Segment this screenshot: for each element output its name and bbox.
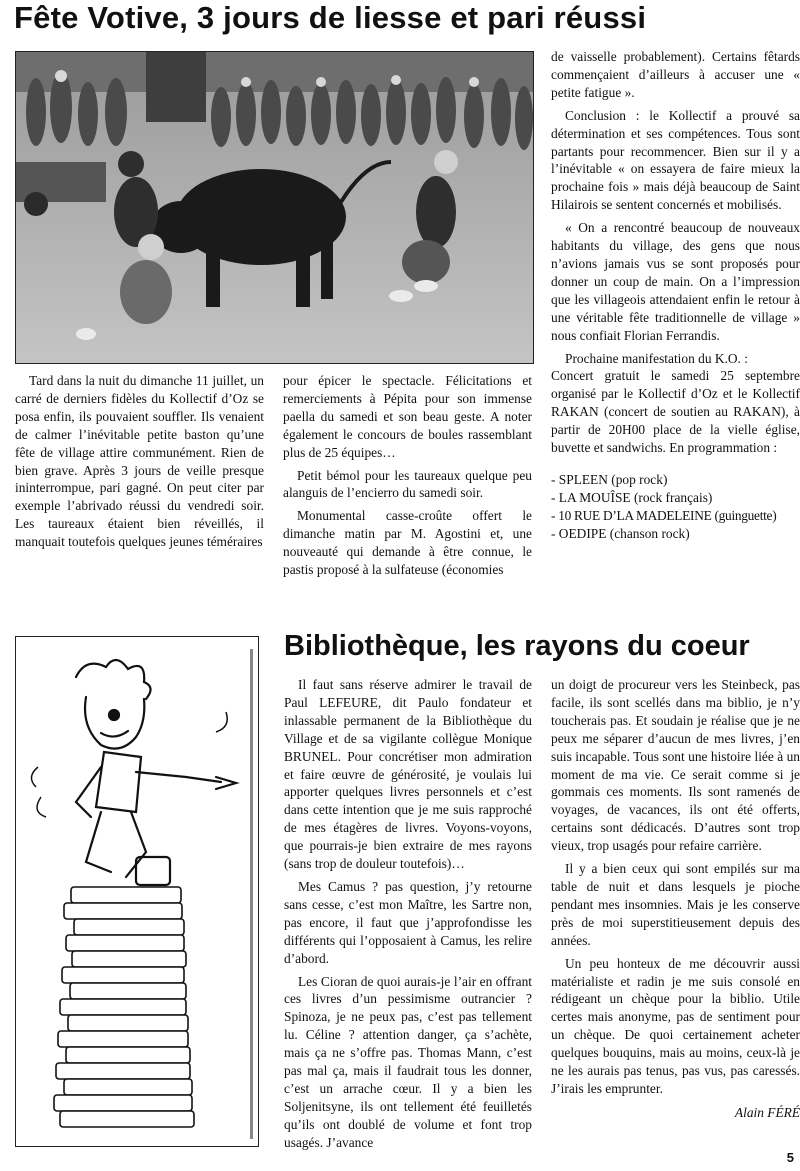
article-title-bibliotheque: Bibliothèque, les rayons du coeur [284, 630, 750, 662]
article1-paragraph: Tard dans la nuit du dimanche 11 juillet, un carré de derniers fidèles du Kollectif d’Oz se posa enfin, ils pouvaient souffler. Ils venaient de calmer l’inévitable petite baston qu’une fête de village attire communément. Rien de bien grave. Après 3 jours de veille presque ininterrompue, pari gagné. On peut citer par exemple l’abrivado réussi du vendredi soir. Les taureaux étaient bien réveillés, il manquait toutefois quelques jeunes téméraires [15, 373, 264, 550]
article2-paragraph: Il y a bien ceux qui sont empilés sur ma table de nuit et dans lesquels je pioche pendant mes insomnies. Mais je les conserve près de moi superstitieusement depuis des années. [551, 861, 800, 948]
article1-paragraph: de vaisselle probablement). Certains fêtards commençaient d’ailleurs à accuser une « petite fatigue ». [551, 49, 800, 100]
article1-column-2 [283, 372, 532, 584]
article-title-fete-votive: Fête Votive, 3 jours de liesse et pari réussi [14, 0, 647, 35]
illustration-child-on-books [15, 636, 259, 1147]
article1-paragraph: « On a rencontré beaucoup de nouveaux habitants du village, des gens que nous n’avions jamais vus se sont proposés pour donner un coup de main. On a l’impression que les villageois attendaient enfin le retour à une véritable fête traditionnelle de village » nous confiait Florian Ferrandis. [551, 220, 800, 343]
article2-paragraph: Mes Camus ? pas question, j’y retourne sans cesse, c’est mon Maître, les Sartre non, pas encore, il faut que j’approfondisse les différents qui l’opposaient à Camus, les relire d’abord. [284, 878, 532, 966]
program-item: - LA MOUÎSE (rock français) [551, 489, 713, 505]
photo-bull-run [15, 51, 534, 364]
article1-paragraph: Prochaine manifestation du K.O. : [565, 350, 748, 366]
article1-paragraph: pour épicer le spectacle. Félicitations et remerciements à Pépita pour son immense paella du samedi et son beau geste. A noter également le concours de boules rassemblant plus de 25 équipes… [283, 373, 532, 460]
concert-announcement: Concert gratuit le samedi 25 septembre organisé par le Kollectif d’Oz et le Kollectif RAKAN (concert de soutien au RAKAN), à partir de 20H00 place de la vielle église, buvette et sandwichs. En programmation : [551, 368, 800, 456]
cartoon-book-stack-image [16, 637, 258, 1146]
article1-paragraph: Petit bémol pour les taureaux quelque peu alanguis de l’encierro du samedi soir. [283, 467, 532, 501]
article2-paragraph: un doigt de procureur vers les Steinbeck, pas facile, ils sont scellés dans ma biblio, je n’y toucherais pas. Et soudain je réalise que je ne peux me séparer d’aucun de mes livres, j’en suis incapable. Tous sont une histoire liée à un moment de ma vie. Ce serait comme si je gommais ces moments. Ils sont ramenés de voyages, de vacances, ils ont été offerts, certains sont dédicacés. D’autres sont trop vieux, trop usagés pour refaire carrière. [551, 677, 800, 854]
article2-column-2 [551, 676, 800, 1122]
concert-program-list [551, 471, 800, 543]
article2-paragraph: Un peu honteux de me découvrir aussi matérialiste et radin je me suis consolé en rédigeant un chèque pour la biblio. Utile certes mais anonyme, pas de sentiment pour un chèque. De quoi certainement acheter quelques bouquins, mais au moins, ceux-là je ne les aurais pas tenus, pas vus, pas caressés. J’irais les emprunter. [551, 955, 800, 1096]
article2-paragraph: Les Cioran de quoi aurais-je l’air en offrant ces livres d’un pessimisme outrancier ? Spinoza, je ne peux pas, c’est pas tellement lu. Céline ? attention danger, ça s’achète, mais ça ne s’offre pas. Thomas Mann, c’est pas mal ça, mais il faudrait tous les donner, c’est un arrache cœur. Il y a bien les Soljenitsyne, ils ont tellement été feuilletés qu’ils ont doublé de volume et font trop usagés. J’avance [284, 973, 532, 1150]
article1-paragraph: Monumental casse-croûte offert le dimanche matin par M. Agostini et, une nouveauté qui demande à être connue, le pastis proposé à la sulfateuse (économies [283, 508, 532, 578]
article2-paragraph: Il faut sans réserve admirer le travail de Paul LEFEURE, dit Paulo fondateur et inlassable permanent de la Bibliothèque du Village et de sa vigilante collègue Monique BRUNEL. Pour concrétiser mon admiration et faire œuvre de générosité, je voulais lui apporter quelques livres personnels et c’est dans cette intention que je me suis rapproché de mes étagères de livres. Voyons-voyons, que pourrais-je bien extraire de mes rayons (sans trop de douleur toutefois)… [284, 677, 532, 872]
article1-paragraph: Conclusion : le Kollectif a prouvé sa détermination et ses compétences. Tous sont partants pour recommencer. Bien sur il y a l’inévitable « on essayera de faire mieux la prochaine fois » mais déjà beaucoup de Saint Hilairois se sentent concernés et mobilisés. [551, 107, 800, 213]
program-item: - SPLEEN (pop rock) [551, 471, 668, 487]
author-signature: Alain FÉRÉ [734, 1104, 800, 1120]
bull-run-photo-image [16, 52, 533, 363]
program-item: - OEDIPE (chanson rock) [551, 525, 690, 541]
article2-column-1 [284, 676, 532, 1157]
page-number: 5 [786, 1150, 794, 1165]
program-item: - 10 RUE D’LA MADELEINE (guinguette) [551, 507, 777, 523]
article1-column-3 [551, 48, 800, 543]
article1-column-1 [15, 372, 264, 556]
